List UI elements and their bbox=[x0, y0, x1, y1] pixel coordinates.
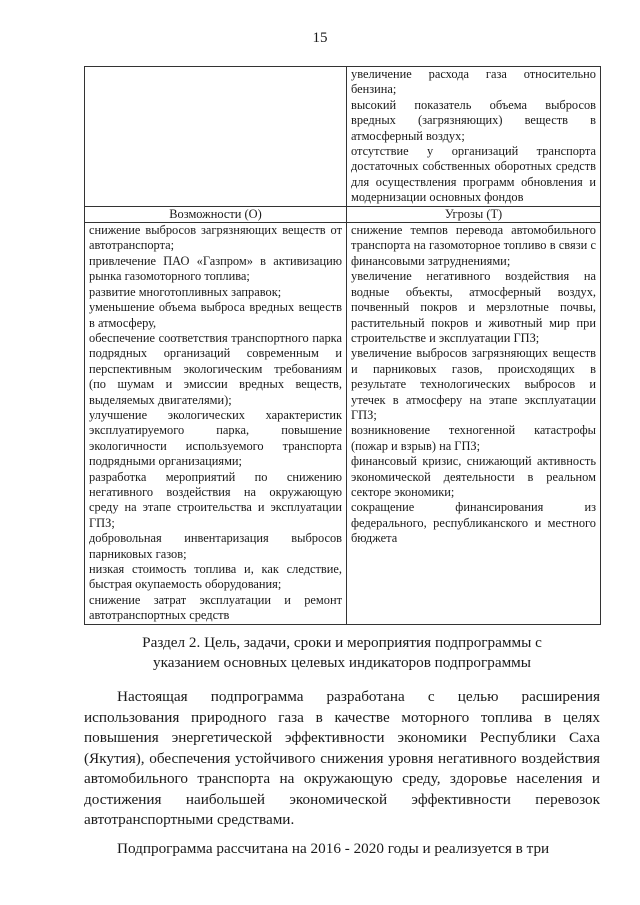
top-right-cell bbox=[347, 67, 601, 207]
opportunities-cell bbox=[85, 223, 347, 625]
opportunity-item: уменьшение объема выброса вредных веществ в атмосферу, bbox=[89, 300, 342, 330]
body-text bbox=[84, 687, 600, 859]
table-row-weaknesses-continued bbox=[85, 67, 601, 207]
opportunity-item: снижение затрат эксплуатации и ремонт автотранспортных средств bbox=[89, 592, 342, 623]
section-heading-line: указанием основных целевых индикаторов подпрограммы bbox=[152, 654, 532, 671]
opportunity-item: привлечение ПАО «Газпром» в активизацию рынка газомоторного топлива; bbox=[89, 253, 342, 284]
swot-table bbox=[84, 66, 601, 625]
opportunity-item: разработка мероприятий по снижению негативного воздействия на окружающую среду на этапе строительства и эксплуатации ГПЗ; bbox=[89, 469, 342, 530]
table-row-opportunities-threats bbox=[85, 223, 601, 625]
weakness-item: увеличение расхода газа относительно бензина; bbox=[351, 67, 596, 97]
threat-item: снижение темпов перевода автомобильного транспорта на газомоторное топливо в связи с финансовыми затруднениями; bbox=[351, 223, 596, 268]
threat-item: финансовый кризис, снижающий активность экономической деятельности в реальном секторе экономики; bbox=[351, 454, 596, 499]
threats-header: Угрозы (Т) bbox=[347, 206, 601, 222]
threat-item: увеличение выбросов загрязняющих веществ и парниковых газов, происходящих в результате технологических выбросов и утечек в атмосферу на этапе эксплуатации ГПЗ; bbox=[351, 346, 596, 422]
threat-item: сокращение финансирования из федерального, республиканского и местного бюджета bbox=[351, 500, 596, 546]
section-heading-line: Раздел 2. Цель, задачи, сроки и мероприятия подпрограммы с bbox=[142, 634, 542, 651]
body-paragraph: Настоящая подпрограмма разработана с целью расширения использования природного газа в качестве моторного топлива в целях повышения энергетической эффективности экономики Республики Саха (Якутия), обеспечения устойчивого снижения уровня негативного воздействия автомобильного транспорта на окружающую среду, здоровье населения и достижения наибольшей экономической эффективности перевозок автотранспортными средствами. bbox=[84, 688, 600, 828]
threat-item: возникновение техногенной катастрофы (пожар и взрыв) на ГПЗ; bbox=[351, 423, 596, 453]
page-number: 15 bbox=[312, 30, 328, 46]
opportunity-item: добровольная инвентаризация выбросов парниковых газов; bbox=[89, 531, 342, 561]
weakness-item: высокий показатель объема выбросов вредных (загрязняющих) веществ в атмосферный воздух; bbox=[351, 97, 596, 143]
top-left-empty-cell bbox=[85, 67, 347, 207]
section-heading bbox=[84, 633, 600, 673]
weakness-item: отсутствие у организаций транспорта достаточных собственных оборотных средств для осуществления программ обновления и модернизации основных фондов bbox=[351, 144, 596, 205]
opportunity-item: обеспечение соответствия транспортного парка подрядных организаций современным и перспективным экологическим требованиям (по шумам и эмиссии вредных веществ, выделяемых двигателями); bbox=[89, 330, 342, 407]
table-header-row bbox=[85, 206, 601, 222]
threats-cell bbox=[347, 223, 601, 625]
opportunity-item: снижение выбросов загрязняющих веществ от автотранспорта; bbox=[89, 223, 342, 253]
opportunity-item: развитие многотопливных заправок; bbox=[89, 284, 282, 299]
threat-item: увеличение негативного воздействия на водные объекты, атмосферный воздух, почвенный покров и мерзлотные почвы, растительный покров и животный мир при строительстве и эксплуатации ГПЗ; bbox=[351, 269, 596, 345]
body-paragraph: Подпрограмма рассчитана на 2016 - 2020 годы и реализуется в три bbox=[117, 839, 550, 857]
opportunities-header: Возможности (О) bbox=[85, 206, 347, 222]
opportunity-item: улучшение экологических характеристик эксплуатируемого парка, повышение экологичности используемого транспорта подрядными организациями; bbox=[89, 407, 342, 469]
opportunity-item: низкая стоимость топлива и, как следствие, быстрая окупаемость оборудования; bbox=[89, 562, 342, 592]
